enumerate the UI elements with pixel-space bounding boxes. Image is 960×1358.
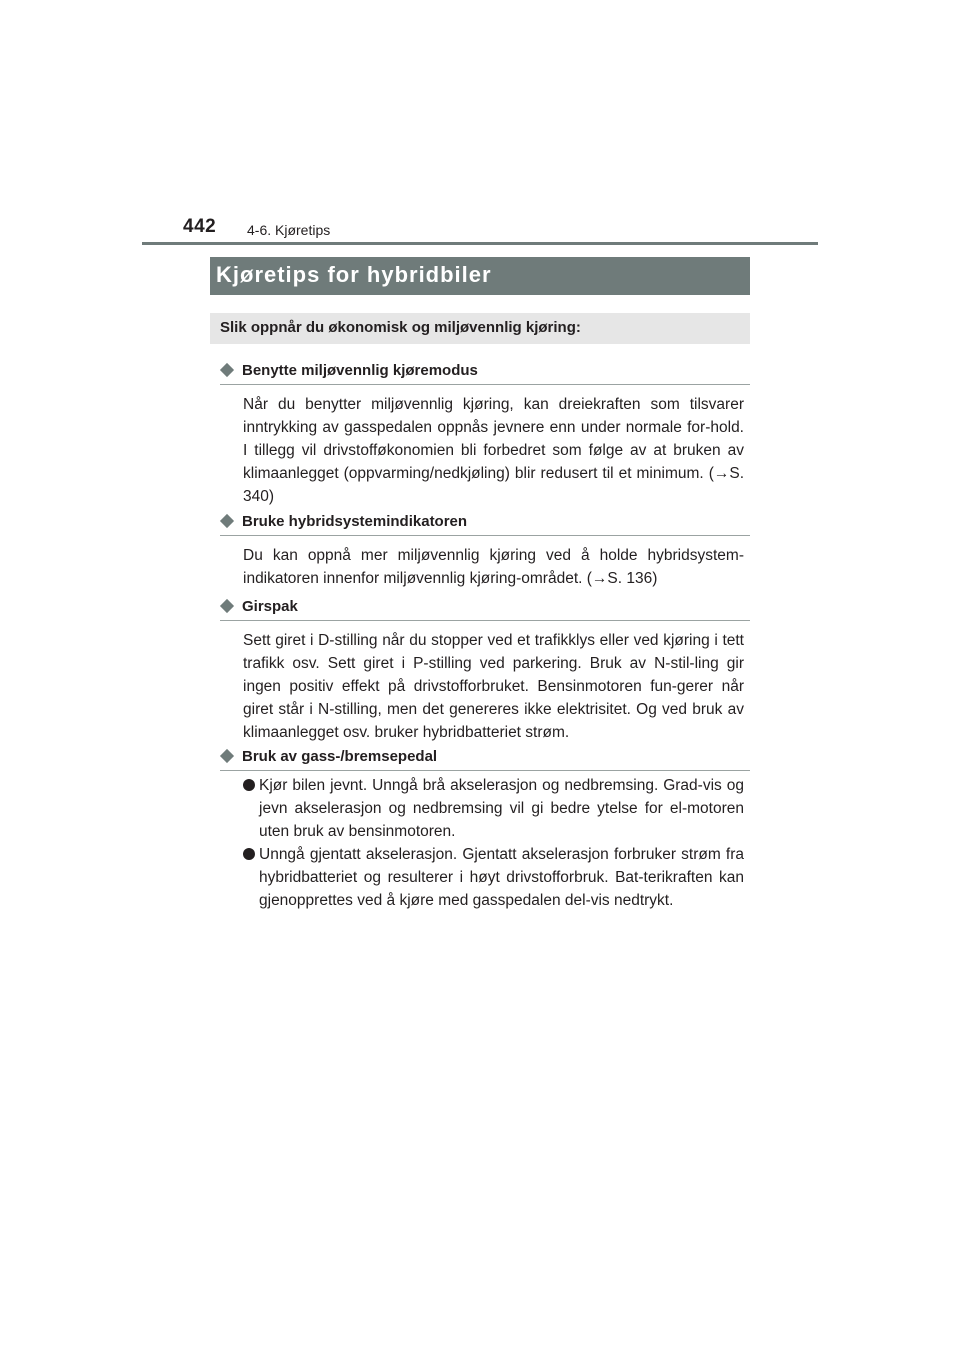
section-paragraph: Du kan oppnå mer miljøvennlig kjøring ved å holde hybridsystem-indikatoren innenfor miljøvennlig kjøring-området. (→S. 136): [243, 547, 744, 587]
section-paragraph: Sett giret i D-stilling når du stopper ved et trafikklys eller ved kjøring i tett trafikk osv. Sett giret i P-stilling ved parkering. Bruk av N-stil-ling gir ingen positiv effekt på drivstofforbruket. Bensinmotoren fun-gerer når giret står i N-stilling, men det genereres ikke elektrisitet. Og ved bruk av klimaanlegget osv. bruker hybridbatteriet strøm.: [243, 632, 744, 741]
section-divider: [220, 770, 750, 771]
section-heading-text: Benytte miljøvennlig kjøremodus: [242, 362, 478, 379]
intro-heading: Slik oppnår du økonomisk og miljøvennlig kjøring:: [220, 319, 581, 336]
page-number: 442: [183, 216, 217, 237]
diamond-bullet-icon: [220, 363, 234, 377]
diamond-bullet-icon: [220, 514, 234, 528]
diamond-bullet-icon: [220, 599, 234, 613]
section-heading-hybrid-indicator: [220, 512, 750, 534]
section-heading-eco-mode: [220, 361, 750, 383]
section-divider: [220, 620, 750, 621]
round-bullet-icon: [243, 848, 255, 860]
header-divider: [142, 242, 818, 245]
section-heading-pedals: [220, 747, 750, 769]
list-item-text: Unngå gjentatt akselerasjon. Gjentatt akselerasjon forbruker strøm fra hybridbatteriet og resulterer i høyt drivstofforbruk. Bat-terikraften kan gjenopprettes ved å kjøre med gasspedalen del-vis nedtrykt.: [259, 846, 744, 909]
chapter-label: 4-6. Kjøretips: [247, 222, 331, 238]
diamond-bullet-icon: [220, 749, 234, 763]
section-heading-gear-lever: [220, 597, 750, 619]
section-heading-text: Bruke hybridsystemindikatoren: [242, 513, 468, 530]
page-title: Kjøretips for hybridbiler: [216, 262, 492, 287]
section-paragraph: Når du benytter miljøvennlig kjøring, kan dreiekraften som tilsvarer inntrykking av gasspedalen oppnås jevnere enn under normale for-hold. I tillegg vil drivstofføkonomien bli forbedret som følge av at bruken av klimaanlegget (oppvarming/nedkjøling) blir redusert til et minimum. (→S. 340): [243, 396, 744, 505]
list-item-text: Kjør bilen jevnt. Unngå brå akselerasjon og nedbremsing. Grad-vis og jevn akselerasjon og nedbremsing vil gi bedre ytelse for el-motoren uten bruk av bensinmotoren.: [259, 777, 744, 840]
section-divider: [220, 535, 750, 536]
round-bullet-icon: [243, 779, 255, 791]
section-heading-text: Girspak: [242, 598, 298, 615]
section-divider: [220, 384, 750, 385]
section-heading-text: Bruk av gass-/bremsepedal: [242, 748, 438, 765]
